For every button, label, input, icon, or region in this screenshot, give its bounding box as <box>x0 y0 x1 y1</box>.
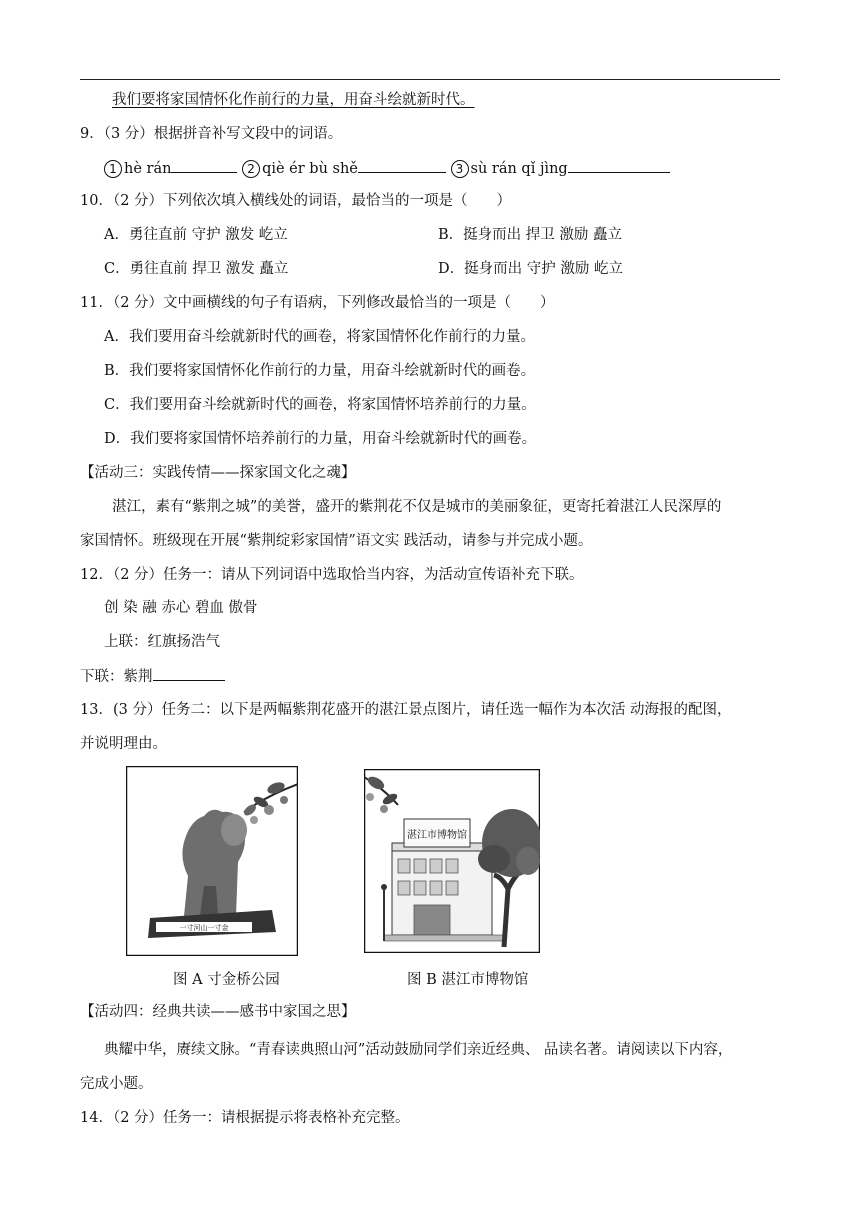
header-rule <box>80 79 780 80</box>
question-11-option-d[interactable]: D．我们要将家国情怀培养前行的力量，用奋斗绘就新时代的画卷。 <box>104 431 537 447</box>
figure-b-sign-text: 湛江市博物馆 <box>407 830 467 841</box>
question-12-stem: 12．（2 分）任务一：请从下列词语中选取恰当内容，为活动宣传语补充下联。 <box>80 567 584 583</box>
figure-a-image <box>126 766 298 956</box>
activity-4-paragraph-line-1: 典耀中华，赓续文脉。“青春读典照山河”活动鼓励同学们亲近经典、 品读名著。请阅读以下内容， <box>104 1042 733 1058</box>
question-10-option-a[interactable]: A．勇往直前 守护 激发 屹立 <box>104 227 288 243</box>
pinyin-3: sù rán qǐ jìng <box>470 161 568 177</box>
couplet-lower <box>80 666 225 687</box>
activity-3-paragraph-line-1: 湛江，素有“紫荆之城”的美誉，盛开的紫荆花不仅是城市的美丽象征，更寄托着湛江人民深厚的 <box>112 499 722 515</box>
question-13-stem-line-2: 并说明理由。 <box>80 736 167 752</box>
question-12-word-list: 创 染 融 赤心 碧血 傲骨 <box>104 600 258 616</box>
question-11-option-c[interactable]: C．我们要用奋斗绘就新时代的画卷，将家国情怀培养前行的力量。 <box>104 397 536 413</box>
activity-3-paragraph-line-2: 家国情怀。班级现在开展“紫荆绽彩家国情”语文实 践活动，请参与并完成小题。 <box>80 533 593 549</box>
activity-4-paragraph-line-2: 完成小题。 <box>80 1076 153 1092</box>
question-10-option-d[interactable]: D．挺身而出 守护 激励 屹立 <box>438 261 623 277</box>
circled-number-1: 1 <box>104 160 122 178</box>
answer-blank-2[interactable] <box>358 158 446 173</box>
pinyin-2: qiè ér bù shě <box>262 161 358 177</box>
circled-number-3: 3 <box>451 160 469 178</box>
couplet-answer-blank[interactable] <box>153 666 225 681</box>
question-11-option-a[interactable]: A．我们要用奋斗绘就新时代的画卷，将家国情怀化作前行的力量。 <box>104 329 535 345</box>
underlined-sentence: 我们要将家国情怀化作前行的力量，用奋斗绘就新时代。 <box>112 92 475 108</box>
answer-blank-1[interactable] <box>171 158 237 173</box>
answer-blank-3[interactable] <box>568 158 670 173</box>
question-9-pinyin-row <box>104 158 670 179</box>
question-11-option-b[interactable]: B．我们要将家国情怀化作前行的力量，用奋斗绘就新时代的画卷。 <box>104 363 536 379</box>
figure-b-image <box>364 769 540 953</box>
question-11-stem: 11．（2 分）文中画横线的句子有语病，下列修改最恰当的一项是（ ） <box>80 295 555 311</box>
pinyin-1: hè rán <box>124 161 172 177</box>
question-9-stem: 9．（3 分）根据拼音补写文段中的词语。 <box>80 126 343 142</box>
figure-b-caption: 图 B 湛江市博物馆 <box>407 972 529 988</box>
question-13-stem-line-1: 13．(3 分）任务二：以下是两幅紫荆花盛开的湛江景点图片，请任选一幅作为本次活 动海报的配图， <box>80 702 732 718</box>
couplet-lower-label: 下联：紫荆 <box>80 669 153 685</box>
figure-a-caption: 图 A 寸金桥公园 <box>173 972 280 988</box>
couplet-upper: 上联：红旗扬浩气 <box>104 634 220 650</box>
question-10-option-b[interactable]: B．挺身而出 捍卫 激励 矗立 <box>438 227 622 243</box>
activity-3-title: 【活动三：实践传情——探家国文化之魂】 <box>80 465 356 481</box>
figure-a-plaque-text: 一寸河山一寸金 <box>179 924 229 932</box>
question-14-stem: 14．（2 分）任务一：请根据提示将表格补充完整。 <box>80 1110 410 1126</box>
question-10-option-c[interactable]: C．勇往直前 捍卫 激发 矗立 <box>104 261 289 277</box>
question-10-stem: 10．（2 分）下列依次填入横线处的词语，最恰当的一项是（ ） <box>80 193 512 209</box>
circled-number-2: 2 <box>242 160 260 178</box>
activity-4-title: 【活动四：经典共读——感书中家国之思】 <box>80 1004 356 1020</box>
